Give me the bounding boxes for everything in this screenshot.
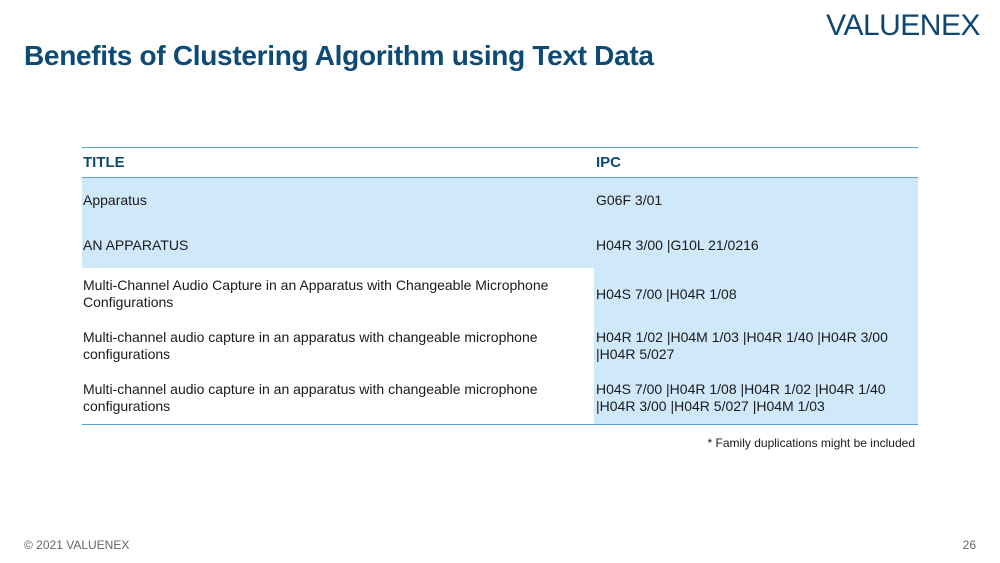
cell-title: AN APPARATUS xyxy=(82,223,594,268)
cell-ipc: G06F 3/01 xyxy=(594,178,918,223)
cell-title: Apparatus xyxy=(82,178,594,223)
cell-title: Multi-channel audio capture in an apparatus with changeable microphone configurations xyxy=(83,329,538,362)
table-row xyxy=(82,223,918,268)
ipc-table xyxy=(82,147,918,425)
valuenex-logo: VALUENEX xyxy=(826,9,980,42)
cell-title: Multi-Channel Audio Capture in an Apparatus with Changeable Microphone Configurations xyxy=(83,277,549,310)
cell-ipc: H04R 3/00 |G10L 21/0216 xyxy=(594,223,918,268)
cell-ipc: H04S 7/00 |H04R 1/08 |H04R 1/02 |H04R 1/40 |H04R 3/00 |H04R 5/027 |H04M 1/03 xyxy=(594,372,918,424)
table-row xyxy=(82,320,918,372)
cell-title: Multi-channel audio capture in an apparatus with changeable microphone configurations xyxy=(83,381,538,414)
cell-ipc: H04S 7/00 |H04R 1/08 xyxy=(594,268,918,320)
copyright: © 2021 VALUENEX xyxy=(24,538,130,552)
footnote: * Family duplications might be included xyxy=(707,436,915,450)
table-header xyxy=(82,148,918,178)
table-row xyxy=(82,268,918,320)
page-title: Benefits of Clustering Algorithm using Text Data xyxy=(24,40,654,71)
cell-ipc: H04R 1/02 |H04M 1/03 |H04R 1/40 |H04R 3/00 |H04R 5/027 xyxy=(594,320,918,372)
table-row xyxy=(82,178,918,223)
column-header-ipc: IPC xyxy=(596,154,622,171)
page-number: 26 xyxy=(962,538,976,552)
table-row xyxy=(82,372,918,424)
column-header-title: TITLE xyxy=(83,154,125,171)
